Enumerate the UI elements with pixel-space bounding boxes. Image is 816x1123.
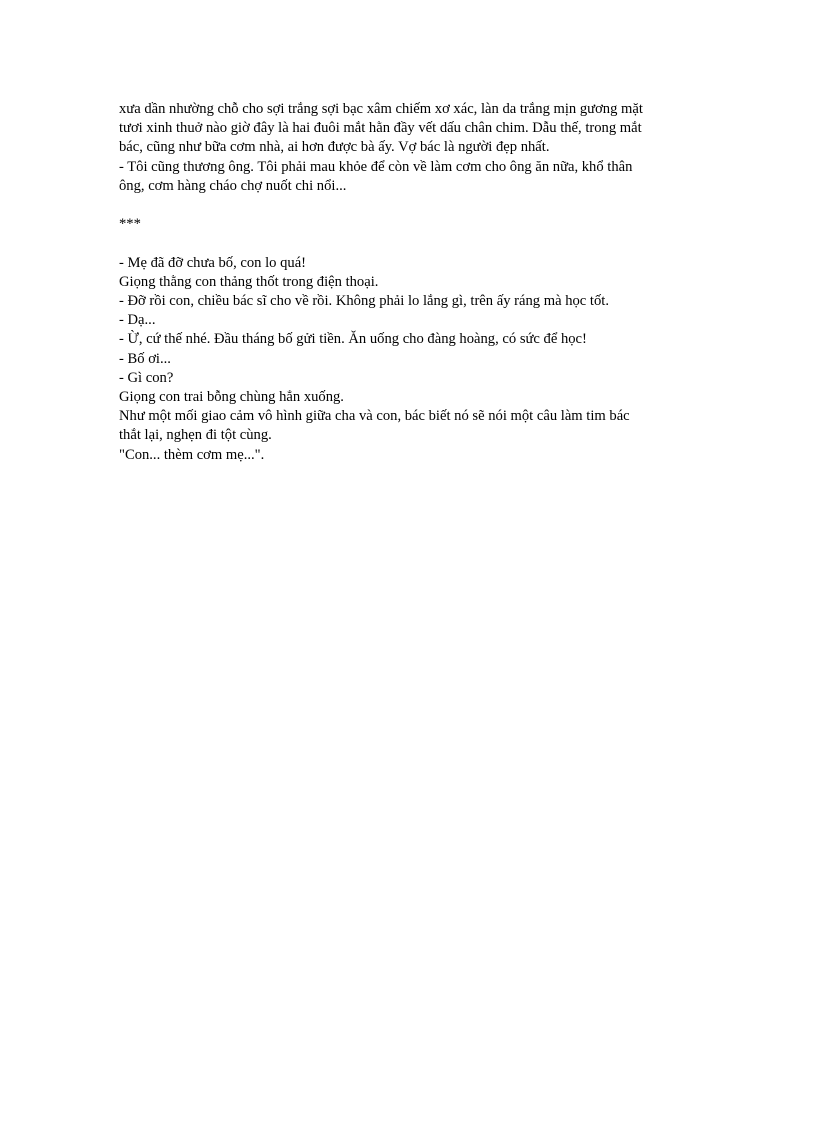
text-line: Giọng con trai bỗng chùng hẳn xuống.	[119, 389, 344, 406]
blank-line	[119, 196, 709, 215]
text-line: Như một mối giao cảm vô hình giữa cha và con, bác biết nó sẽ nói một câu làm tim bác	[119, 408, 630, 425]
text-line: "Con... thèm cơm mẹ...".	[119, 446, 265, 463]
section-separator: ***	[119, 216, 141, 233]
text-line: xưa dần nhường chỗ cho sợi trắng sợi bạc xâm chiếm xơ xác, làn da trắng mịn gương mặt	[119, 101, 643, 117]
text-line: - Gì con?	[119, 369, 174, 386]
text-line: - Mẹ đã đỡ chưa bố, con lo quá!	[119, 254, 307, 271]
text-line: - Dạ...	[119, 312, 156, 329]
text-line: - Bố ơi...	[119, 350, 171, 367]
text-line: bác, cũng như bữa cơm nhà, ai hơn được bà ấy. Vợ bác là người đẹp nhất.	[119, 139, 550, 156]
text-line: - Đỡ rồi con, chiều bác sĩ cho về rồi. Không phải lo lắng gì, trên ấy ráng mà học tốt.	[119, 293, 609, 309]
text-line: tươi xinh thuở nào giờ đây là hai đuôi mắt hằn đầy vết dấu chân chim. Dẫu thế, trong mắt	[119, 120, 642, 137]
story-text	[119, 100, 709, 465]
text-line: thắt lại, nghẹn đi tột cùng.	[119, 427, 272, 444]
text-line: - Ừ, cứ thế nhé. Đầu tháng bố gửi tiền. Ăn uống cho đàng hoàng, có sức để học!	[119, 331, 587, 348]
text-line: Giọng thằng con thảng thốt trong điện thoại.	[119, 273, 379, 290]
blank-line	[119, 234, 709, 253]
text-line: ông, cơm hàng cháo chợ nuốt chi nổi...	[119, 177, 347, 194]
text-line: - Tôi cũng thương ông. Tôi phải mau khỏe để còn về làm cơm cho ông ăn nữa, khổ thân	[119, 158, 633, 175]
